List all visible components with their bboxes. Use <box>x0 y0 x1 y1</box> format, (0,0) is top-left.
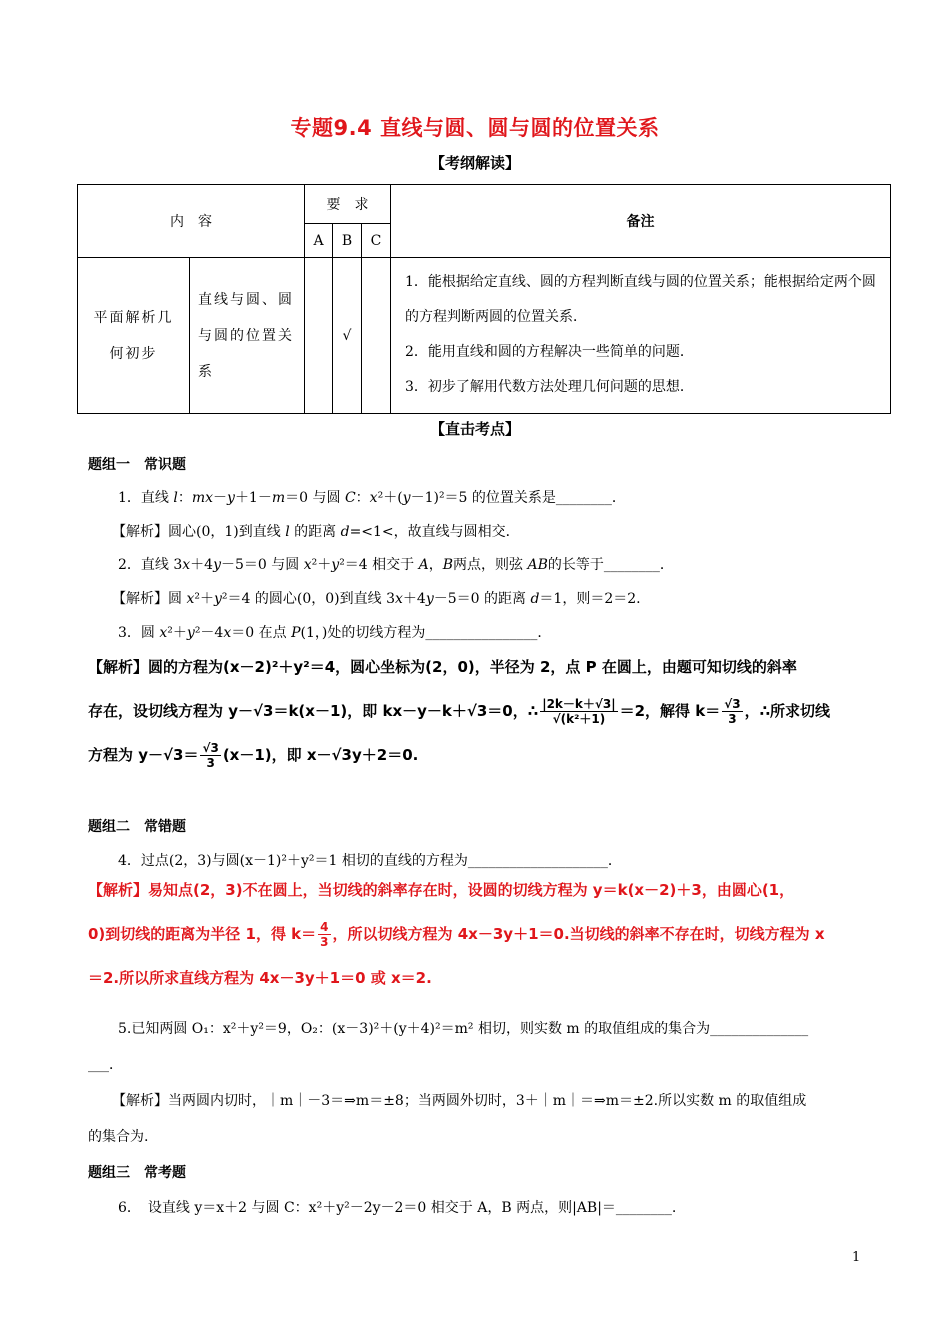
answer-5-line-2: 的集合为. <box>88 1129 149 1145</box>
row-a-cell <box>305 258 333 414</box>
col-a-header: A <box>305 224 333 258</box>
note-1: 1．能根据给定直线、圆的方程判断直线与圆的位置关系；能根据给定两个圆的方程判断两圆的位置关系． <box>405 273 876 325</box>
k-fraction: $\frac{4}{3}$ <box>320 920 329 949</box>
question-3: 3．圆 x²＋y²－4x＝0 在点 P(1，)处的切线方程为________________． <box>118 625 552 641</box>
answer-1: 【解析】圆心(0，1)到直线 l 的距离 d=<1<，故直线与圆相交． <box>112 524 520 540</box>
answer-4-line-2: 0)到切线的距离为半径 1，得 k＝ $\frac{4}{3}$ ，所以切线方程为 4x－3y＋1＝0.当切线的斜率不存在时，切线方程为 x <box>88 920 825 949</box>
question-1: 1．直线 l：mx－y＋1－m＝0 与圆 C：x²＋(y－1)²＝5 的位置关系是________． <box>118 490 626 506</box>
row-area-cell: 平面解析几何初步 <box>78 258 190 414</box>
slope-fraction: $\frac{√3}{3}$ <box>724 697 741 726</box>
answer-2: 【解析】圆 x²＋y²＝4 的圆心(0，0)到直线 3x＋4y－5＝0 的距离 d＝1，则＝2＝2. <box>112 591 641 607</box>
row-c-cell <box>362 258 391 414</box>
question-5-line-2: ___． <box>88 1057 123 1073</box>
question-6: 6． 设直线 y＝x＋2 与圆 C：x²＋y²－2y－2＝0 相交于 A，B 两点，则|AB|＝________. <box>118 1200 677 1216</box>
answer-4-line-3: ＝2.所以所求直线方程为 4x－3y＋1＝0 或 x＝2. <box>88 969 432 987</box>
tangent-fraction: $\frac{√3}{3}$ <box>202 741 219 770</box>
question-5-line-1: 5.已知两圆 O₁：x²＋y²＝9，O₂：(x－3)²＋(y＋4)²＝m² 相切，则实数 m 的取值组成的集合为______________ <box>118 1021 809 1037</box>
syllabus-heading: 【考纲解读】 <box>429 154 520 172</box>
row-topic-cell: 直线与圆、圆与圆的位置关系 <box>190 258 305 414</box>
points-heading: 【直击考点】 <box>429 420 520 438</box>
group-3-heading: 题组三 常考题 <box>88 1165 186 1181</box>
answer-5-line-1: 【解析】当两圆内切时，｜m｜－3＝⇒m＝±8；当两圆外切时，3＋｜m｜＝⇒m＝±2.所以实数 m 的取值组成 <box>112 1093 807 1109</box>
answer-3-line-2: 存在，设切线方程为 y－√3＝k(x－1)，即 kx－y－k＋√3＝0，∴ $\frac{|2k-k+√3|}{\text{√(k²＋1)}}$ ＝2，解得 k＝ $\frac{√3}{3}$ ，∴所求切线 <box>88 697 831 726</box>
row-b-cell: √ <box>333 258 362 414</box>
col-notes-header: 备注 <box>391 185 891 258</box>
answer-3-line-3: 方程为 y－√3＝ $\frac{√3}{3}$ (x－1)，即 x－√3y＋2＝0. <box>88 741 419 770</box>
col-content-header: 内 容 <box>78 185 305 258</box>
row-notes-cell <box>391 258 891 414</box>
col-b-header: B <box>333 224 362 258</box>
col-c-header: C <box>362 224 391 258</box>
answer-3 <box>88 645 878 777</box>
answer-3-line-1: 【解析】圆的方程为(x－2)²＋y²＝4，圆心坐标为(2，0)，半径为 2，点 P 在圆上，由题可知切线的斜率 <box>88 658 797 676</box>
syllabus-table <box>77 184 891 414</box>
page-number: 1 <box>852 1250 861 1265</box>
distance-fraction: $\frac{|2k-k+√3|}{\text{√(k²＋1)}}$ <box>542 697 616 726</box>
answer-4 <box>88 868 878 1000</box>
note-3: 3．初步了解用代数方法处理几何问题的思想． <box>405 378 694 395</box>
group-1-heading: 题组一 常识题 <box>88 457 186 473</box>
question-2: 2．直线 3x＋4y－5＝0 与圆 x²＋y²＝4 相交于 A，B两点，则弦 AB的长等于________． <box>118 557 674 573</box>
note-2: 2．能用直线和圆的方程解决一些简单的问题． <box>405 343 694 360</box>
page-title: 专题9.4 直线与圆、圆与圆的位置关系 <box>290 116 660 140</box>
question-4: 4．过点(2，3)与圆(x－1)²＋y²＝1 相切的直线的方程为____________________． <box>118 853 622 869</box>
col-requirement-header: 要 求 <box>305 185 391 224</box>
group-2-heading: 题组二 常错题 <box>88 819 186 835</box>
answer-4-line-1: 【解析】易知点(2，3)不在圆上，当切线的斜率存在时，设圆的切线方程为 y＝k(x－2)＋3，由圆心(1， <box>88 881 795 899</box>
